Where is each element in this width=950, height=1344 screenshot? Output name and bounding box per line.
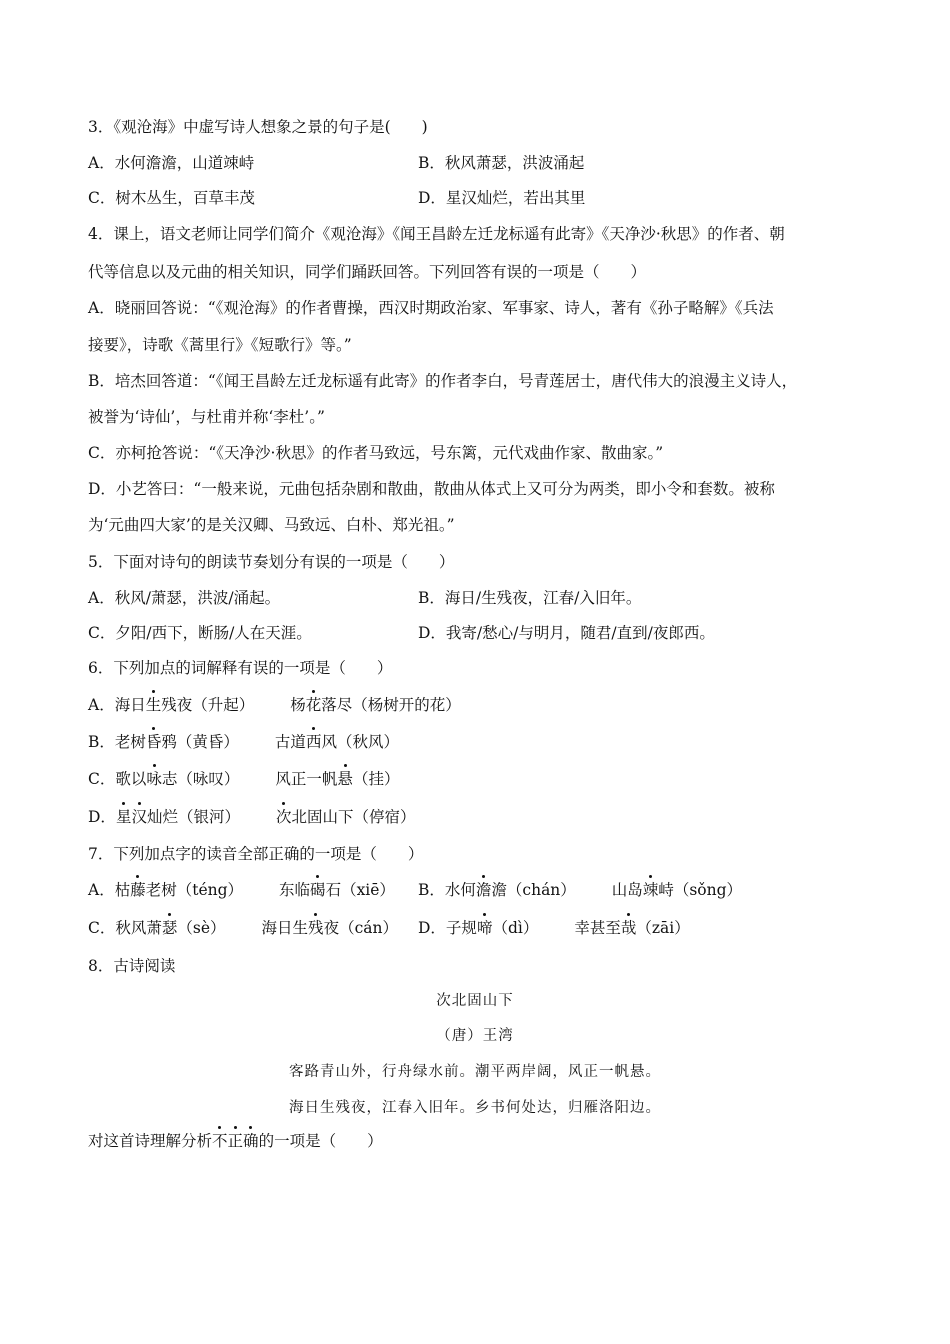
emphasis-dot-char: 澹 [475,881,492,899]
emphasis-dot-char: 竦 [642,881,659,899]
q6-option-b: B．老树昏鸦（黄昏） 古道西风（秋风） [88,733,399,751]
q3-option-a: A．水何澹澹，山道竦峙 [88,154,255,172]
q4-stem-line2: 代等信息以及元曲的相关知识，同学们踊跃回答。下列回答有误的一项是（ ） [88,263,647,281]
emphasis-dot-char: 正 [227,1132,244,1150]
poem-line-2: 海日生残夜，江春入旧年。乡书何处达，归雁洛阳边。 [289,1100,661,1116]
emphasis-dot-char: 昏 [145,733,162,751]
q4-option-d-line1: D．小艺答曰：“一般来说，元曲包括杂剧和散曲，散曲从体式上又可分为两类，即小令和套数。被称 [88,480,775,498]
q4-option-a-line1: A．晓丽回答说：“《观沧海》的作者曹操，西汉时期政治家、军事家、诗人，著有《孙子略解》《兵法 [88,299,774,317]
emphasis-dot-char: 花 [305,696,322,714]
q6-stem: 6．下列加点的词解释有误的一项是（ ） [88,659,393,677]
emphasis-dot-char: 星 [115,808,132,826]
q8-question: 对这首诗理解分析不正确的一项是（ ） [88,1132,383,1150]
q7-option-a: A．枯藤老树（téng） 东临碣石（xiē） [88,881,395,899]
q5-option-c: C．夕阳/西下，断肠/人在天涯。 [88,624,312,642]
emphasis-dot-char: 咏 [146,770,162,788]
emphasis-dot-char: 确 [243,1132,259,1150]
q7-option-c: C．秋风萧瑟（sè） 海日生残夜（cán） [88,919,398,937]
emphasis-dot-char: 生 [145,696,162,714]
q4-option-c: C．亦柯抢答说：“《天净沙·秋思》的作者马致远，号东篱，元代戏曲作家、散曲家。” [88,444,664,462]
q5-option-a: A．秋风/萧瑟，洪波/涌起。 [88,589,281,607]
emphasis-dot-char: 西 [305,733,322,751]
q4-option-d-line2: 为‘元曲四大家’的是关汉卿、马致远、白朴、郑光祖。” [88,516,455,534]
q6-option-c: C．歌以咏志（咏叹） 风正一帆悬（挂） [88,770,400,788]
q5-stem: 5．下面对诗句的朗读节奏划分有误的一项是（ ） [88,553,455,571]
q5-option-d: D．我寄/愁心/与明月，随君/直到/夜郎西。 [418,624,715,642]
q7-option-d: D．子规啼（dì） 幸甚至哉（zāi） [418,919,690,937]
emphasis-dot-char: 碣 [310,881,326,899]
emphasis-dot-char: 哉 [620,919,637,937]
emphasis-dot-char: 藤 [130,881,146,899]
emphasis-dot-char: 啼 [476,919,493,937]
q6-option-a: A．海日生残夜（升起） 杨花落尽（杨树开的花） [88,696,461,714]
poem-author: （唐）王湾 [436,1028,514,1044]
q4-stem-line1: 4．课上，语文老师让同学们简介《观沧海》《闻王昌龄左迁龙标遥有此寄》《天净沙·秋思》的作者、朝 [88,225,785,243]
emphasis-dot-char: 悬 [337,770,353,788]
q8-label: 8．古诗阅读 [88,957,176,975]
emphasis-dot-char: 不 [212,1132,228,1150]
q3-option-d: D．星汉灿烂，若出其里 [418,189,586,207]
q3-option-c: C．树木丛生，百草丰茂 [88,189,255,207]
q7-option-b: B．水何澹澹（chán） 山岛竦峙（sǒng） [418,881,743,899]
q6-option-d: D．星汉灿烂（银河） 次北固山下（停宿） [88,808,416,826]
q3-stem: 3．《观沧海》中虚写诗人想象之景的句子是( ) [88,118,428,136]
q3-option-b: B．秋风萧瑟，洪波涌起 [418,154,585,172]
emphasis-dot-char: 汉 [131,808,147,826]
q4-option-a-line2: 接要》，诗歌《蒿里行》《短歌行》等。” [88,336,352,354]
q5-option-b: B．海日/生残夜，江春/入旧年。 [418,589,642,607]
q4-option-b-line2: 被誉为‘诗仙’，与杜甫并称‘李杜’。” [88,408,325,426]
q4-option-b-line1: B．培杰回答道：“《闻王昌龄左迁龙标遥有此寄》的作者李白，号青莲居士，唐代伟大的浪漫主义诗人， [88,372,798,390]
emphasis-dot-char: 瑟 [161,919,178,937]
poem-line-1: 客路青山外，行舟绿水前。潮平两岸阔，风正一帆悬。 [289,1064,661,1080]
q7-stem: 7．下列加点字的读音全部正确的一项是（ ） [88,845,424,863]
emphasis-dot-char: 次 [275,808,292,826]
emphasis-dot-char: 残 [308,919,324,937]
poem-title: 次北固山下 [436,993,514,1009]
